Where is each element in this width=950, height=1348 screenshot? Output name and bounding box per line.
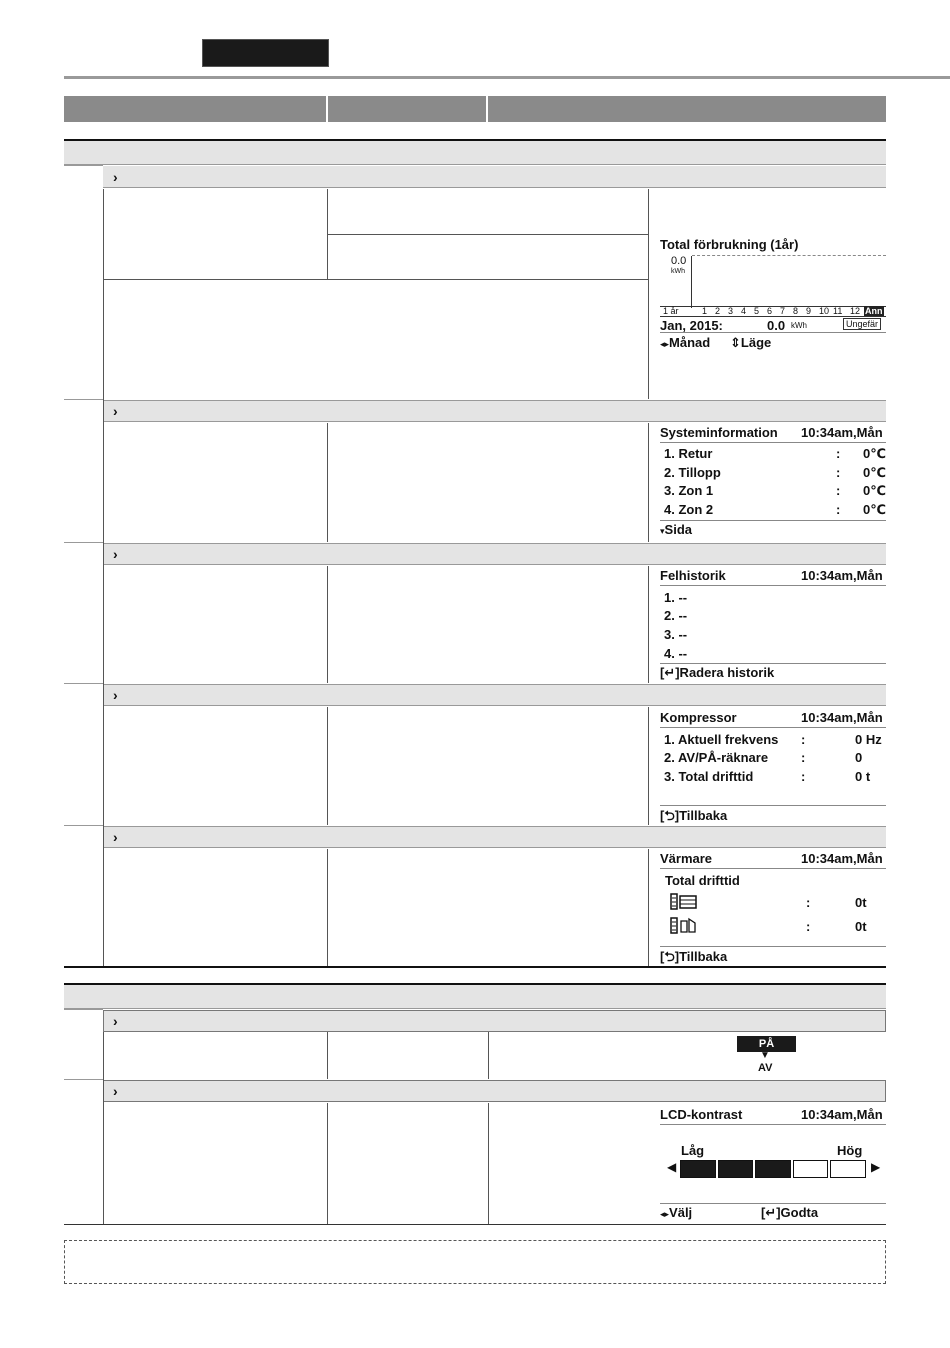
compressor-row-sep: : bbox=[801, 732, 806, 747]
compressor-row-label: 1. Aktuell frekvens bbox=[664, 732, 779, 747]
down-arrow-icon: ▾ bbox=[660, 526, 665, 536]
subsection-lcd-contrast bbox=[103, 1080, 886, 1102]
sysinfo-row-label: 1. Retur bbox=[664, 446, 713, 461]
chevron-right-icon: › bbox=[113, 546, 118, 562]
energy-x-tick: 12 bbox=[850, 306, 861, 316]
left-right-arrow-icon: ◂▸ bbox=[660, 339, 670, 349]
contrast-segment bbox=[793, 1160, 829, 1178]
error-history-screen bbox=[660, 568, 886, 681]
energy-screen bbox=[660, 236, 886, 356]
energy-x-tick: 1 år bbox=[663, 306, 679, 316]
sysinfo-row-sep: : bbox=[836, 465, 841, 480]
subsection-display-toggle bbox=[103, 1010, 886, 1032]
sysinfo-row-value: 0℃ bbox=[863, 446, 886, 461]
heater-row-value: 0t bbox=[855, 895, 867, 910]
energy-x-tick: 8 bbox=[793, 306, 799, 316]
compressor-row-value: 0 Hz bbox=[855, 732, 882, 747]
nav-month: ◂▸Månad bbox=[660, 335, 711, 350]
sysinfo-footer: ▾Sida bbox=[660, 522, 692, 537]
heater-booster-icon bbox=[670, 917, 700, 938]
errors-footer: [↵]Radera historik bbox=[660, 665, 775, 680]
energy-x-tick: 1 bbox=[702, 306, 708, 316]
sysinfo-row-sep: : bbox=[836, 483, 841, 498]
subsection-error-history bbox=[103, 543, 886, 565]
energy-y-value: 0.0 bbox=[671, 255, 687, 267]
errors-time: 10:34am,Mån bbox=[801, 568, 883, 583]
energy-x-tick: 10 bbox=[819, 306, 830, 316]
sysinfo-row-value: 0℃ bbox=[863, 465, 886, 480]
energy-x-axis bbox=[660, 306, 886, 316]
table-header bbox=[64, 96, 886, 122]
right-arrow-icon[interactable]: ▶ bbox=[871, 1160, 881, 1174]
sysinfo-row-value: 0℃ bbox=[863, 502, 886, 517]
contrast-segment bbox=[830, 1160, 866, 1178]
compressor-title: Kompressor bbox=[660, 710, 737, 725]
compressor-row-sep: : bbox=[801, 750, 806, 765]
heater-subtitle: Total drifttid bbox=[665, 873, 740, 888]
sysinfo-row-sep: : bbox=[836, 446, 841, 461]
chevron-right-icon: › bbox=[113, 829, 118, 845]
compressor-row-value: 0 t bbox=[855, 769, 871, 784]
sysinfo-row-sep: : bbox=[836, 502, 841, 517]
chevron-right-icon: › bbox=[113, 1083, 118, 1099]
error-row: 3. -- bbox=[664, 627, 688, 642]
approx-button[interactable]: Ungefär bbox=[843, 318, 881, 330]
energy-x-tick: 6 bbox=[767, 306, 773, 316]
lcd-high-label: Hög bbox=[837, 1143, 863, 1158]
subsection-energy bbox=[103, 166, 886, 188]
lcd-footer-confirm: [↵]Godta bbox=[761, 1205, 819, 1220]
compressor-row-label: 3. Total drifttid bbox=[664, 769, 754, 784]
energy-y-unit: kWh bbox=[671, 268, 685, 275]
heater-row-value: 0t bbox=[855, 919, 867, 934]
energy-x-tick: 2 bbox=[715, 306, 721, 316]
header-rule bbox=[64, 76, 950, 79]
subsection-compressor bbox=[103, 684, 886, 706]
sysinfo-row-value: 0℃ bbox=[863, 483, 886, 498]
sysinfo-time: 10:34am,Mån bbox=[801, 425, 883, 440]
down-arrow-icon: ▼ bbox=[760, 1050, 770, 1061]
lcd-contrast-screen bbox=[660, 1107, 886, 1222]
section-2-heading bbox=[64, 985, 886, 1009]
note-box bbox=[64, 1240, 886, 1284]
compressor-time: 10:34am,Mån bbox=[801, 710, 883, 725]
chevron-right-icon: › bbox=[113, 1013, 118, 1029]
compressor-row-sep: : bbox=[801, 769, 806, 784]
left-right-arrow-icon: ◂▸ bbox=[660, 1209, 670, 1219]
lcd-footer-select: ◂▸Välj bbox=[660, 1205, 693, 1220]
error-row: 1. -- bbox=[664, 590, 688, 605]
chevron-right-icon: › bbox=[113, 169, 118, 185]
up-down-arrow-icon: ⇕ bbox=[730, 335, 741, 350]
energy-x-tick-selected: Ann bbox=[865, 306, 883, 316]
chapter-tab bbox=[202, 39, 329, 67]
errors-title: Felhistorik bbox=[660, 568, 726, 583]
energy-date: Jan, 2015: bbox=[660, 318, 723, 333]
energy-x-tick: 5 bbox=[754, 306, 760, 316]
heater-tank-icon bbox=[670, 893, 700, 914]
subsection-system-info bbox=[103, 400, 886, 422]
off-state-label: AV bbox=[758, 1062, 773, 1074]
compressor-footer: [⮌]Tillbaka bbox=[660, 808, 728, 823]
chevron-right-icon: › bbox=[113, 687, 118, 703]
section-1-heading bbox=[64, 141, 886, 165]
sysinfo-screen bbox=[660, 425, 886, 540]
energy-x-tick: 11 bbox=[833, 306, 843, 316]
energy-x-tick: 4 bbox=[741, 306, 747, 316]
energy-reading: 0.0 bbox=[767, 318, 786, 333]
compressor-screen bbox=[660, 710, 886, 823]
energy-x-tick: 9 bbox=[806, 306, 812, 316]
sysinfo-row-label: 2. Tillopp bbox=[664, 465, 721, 480]
heater-row-sep: : bbox=[806, 919, 811, 934]
chevron-right-icon: › bbox=[113, 403, 118, 419]
heater-time: 10:34am,Mån bbox=[801, 851, 883, 866]
compressor-row-label: 2. AV/PÅ-räknare bbox=[664, 750, 769, 765]
lcd-time: 10:34am,Mån bbox=[801, 1107, 883, 1122]
lcd-title: LCD-kontrast bbox=[660, 1107, 743, 1122]
contrast-level-bar[interactable] bbox=[680, 1160, 868, 1178]
energy-reading-unit: kWh bbox=[791, 321, 807, 330]
energy-title: Total förbrukning (1år) bbox=[660, 237, 799, 252]
nav-mode: ⇕Läge bbox=[730, 335, 772, 350]
left-arrow-icon[interactable]: ◀ bbox=[667, 1160, 677, 1174]
sysinfo-title: Systeminformation bbox=[660, 425, 778, 440]
sysinfo-row-label: 4. Zon 2 bbox=[664, 502, 714, 517]
contrast-segment bbox=[718, 1160, 754, 1178]
energy-x-tick: 7 bbox=[780, 306, 786, 316]
lcd-low-label: Låg bbox=[681, 1143, 705, 1158]
heater-row-sep: : bbox=[806, 895, 811, 910]
error-row: 2. -- bbox=[664, 608, 688, 623]
heater-title: Värmare bbox=[660, 851, 713, 866]
sysinfo-row-label: 3. Zon 1 bbox=[664, 483, 714, 498]
energy-x-tick: 3 bbox=[728, 306, 734, 316]
subsection-heater bbox=[103, 826, 886, 848]
heater-footer: [⮌]Tillbaka bbox=[660, 949, 728, 964]
error-row: 4. -- bbox=[664, 646, 688, 661]
contrast-segment bbox=[755, 1160, 791, 1178]
contrast-segment bbox=[680, 1160, 716, 1178]
on-state-badge: PÅ bbox=[737, 1036, 796, 1052]
compressor-row-value: 0 bbox=[855, 750, 863, 765]
heater-screen bbox=[660, 851, 886, 964]
